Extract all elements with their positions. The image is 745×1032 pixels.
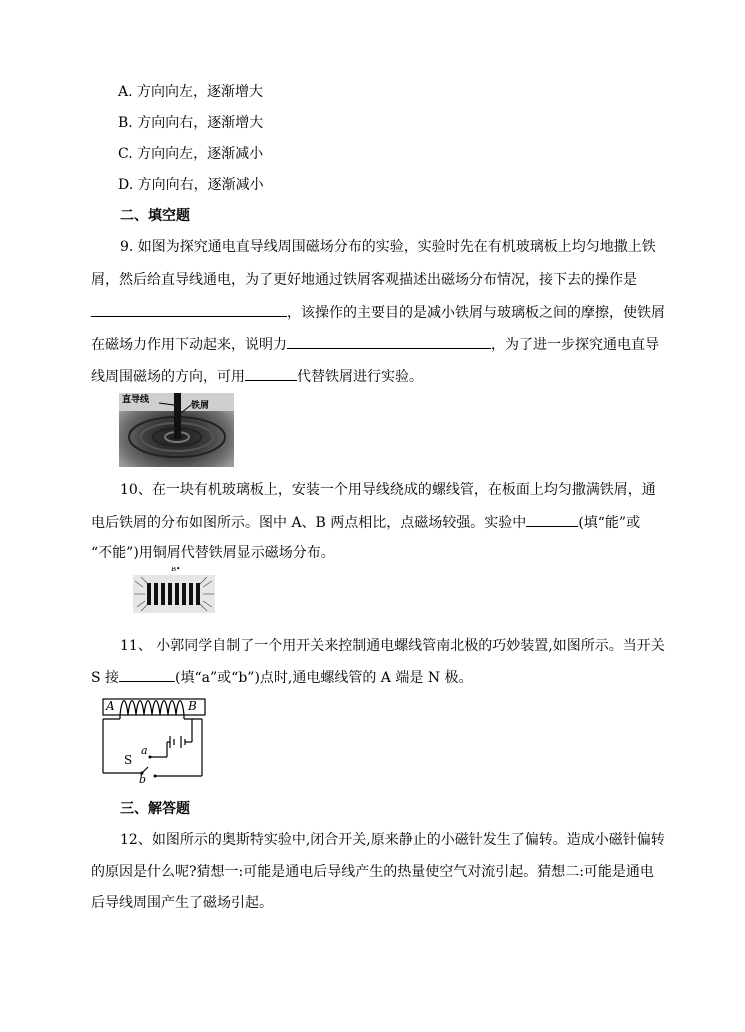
q9-line-3 bbox=[91, 302, 665, 323]
option-text: 方向向左，逐渐增大 bbox=[137, 84, 264, 100]
q9-line-4-text-a: 在磁场力作用下动起来，说明力 bbox=[91, 337, 287, 353]
q9-line-3-text: ，该操作的主要目的是减小铁屑与玻璃板之间的摩擦，使铁屑 bbox=[287, 305, 665, 321]
option-text: 方向向右，逐渐增大 bbox=[137, 115, 264, 131]
q11-line-2-text-b: (填“a”或“b”)点时,通电螺线管的 A 端是 N 极。 bbox=[175, 670, 473, 686]
q11-line-2-text-a: S 接 bbox=[91, 670, 120, 686]
answer-blank[interactable] bbox=[526, 512, 578, 527]
label-wire: 直导线 bbox=[122, 395, 150, 405]
q10-line-2-text-a: 电后铁屑的分布如图所示。图中 A、B 两点相比，点磁场较强。实验中 bbox=[91, 515, 527, 531]
q11-line-1: 11、 小郭同学自制了一个用开关来控制通电螺线管南北极的巧妙装置,如图所示。当开关 bbox=[120, 638, 665, 654]
q9-line-4-text-b: ，为了进一步探究通电直导 bbox=[491, 337, 659, 353]
label-switch-s: S bbox=[124, 753, 133, 767]
option-c bbox=[118, 144, 263, 164]
answer-blank[interactable] bbox=[287, 334, 491, 349]
option-letter: D. bbox=[118, 177, 134, 193]
option-d bbox=[118, 175, 264, 195]
q9-line-5 bbox=[91, 366, 423, 387]
answer-blank[interactable] bbox=[91, 302, 287, 317]
label-end-b: B bbox=[188, 699, 197, 713]
label-end-a: A bbox=[106, 699, 115, 713]
q12-line-2: 的原因是什么呢?猜想一:可能是通电后导线产生的热量使空气对流引起。猜想二:可能是通电 bbox=[91, 864, 654, 880]
section-heading-fill-in: 二、填空题 bbox=[120, 208, 190, 224]
q12-line-3: 后导线周围产生了磁场引起。 bbox=[91, 895, 273, 911]
option-b bbox=[118, 113, 263, 133]
q9-line-5-text-a: 线周围磁场的方向，可用 bbox=[91, 369, 245, 385]
q10-line-2 bbox=[91, 512, 640, 533]
q9-line-4 bbox=[91, 334, 659, 355]
option-text: 方向向右，逐渐减小 bbox=[137, 177, 264, 193]
answer-blank[interactable] bbox=[119, 667, 175, 682]
point-b-label: B• bbox=[171, 567, 181, 573]
q9-line-2: 屑，然后给直导线通电，为了更好地通过铁屑客观描述出磁场分布情况，接下去的操作是 bbox=[91, 272, 637, 288]
option-text: 方向向左，逐渐减小 bbox=[137, 146, 264, 162]
option-letter: A. bbox=[118, 84, 133, 100]
answer-blank[interactable] bbox=[245, 366, 297, 381]
label-contact-b: b bbox=[139, 773, 147, 786]
q9-line-1: 9. 如图为探究通电直导线周围磁场分布的实验，实验时先在有机玻璃板上均匀地撒上铁 bbox=[120, 239, 656, 255]
option-letter: B. bbox=[118, 115, 133, 131]
solenoid-filings-image bbox=[133, 567, 215, 615]
q9-figure-photo bbox=[119, 393, 234, 467]
label-filings: 铁屑 bbox=[191, 401, 210, 411]
label-contact-a: a bbox=[141, 744, 148, 757]
q11-line-2 bbox=[91, 667, 473, 688]
q10-line-3: “不能”)用铜屑代替铁屑显示磁场分布。 bbox=[91, 545, 335, 561]
q11-figure-circuit bbox=[100, 696, 210, 788]
q10-line-1: 10、在一块有机玻璃板上，安装一个用导线绕成的螺线管，在板面上均匀撒满铁屑，通 bbox=[120, 482, 656, 498]
option-a bbox=[118, 82, 263, 102]
section-heading-answer: 三、解答题 bbox=[120, 801, 190, 817]
q9-line-5-text-b: 代替铁屑进行实验。 bbox=[297, 369, 423, 385]
option-letter: C. bbox=[118, 146, 133, 162]
q12-line-1: 12、如图所示的奥斯特实验中,闭合开关,原来静止的小磁针发生了偏转。造成小磁针偏转 bbox=[120, 832, 665, 848]
q10-line-2-text-b: (填“能”或 bbox=[578, 515, 641, 531]
q10-figure-solenoid bbox=[133, 567, 215, 615]
